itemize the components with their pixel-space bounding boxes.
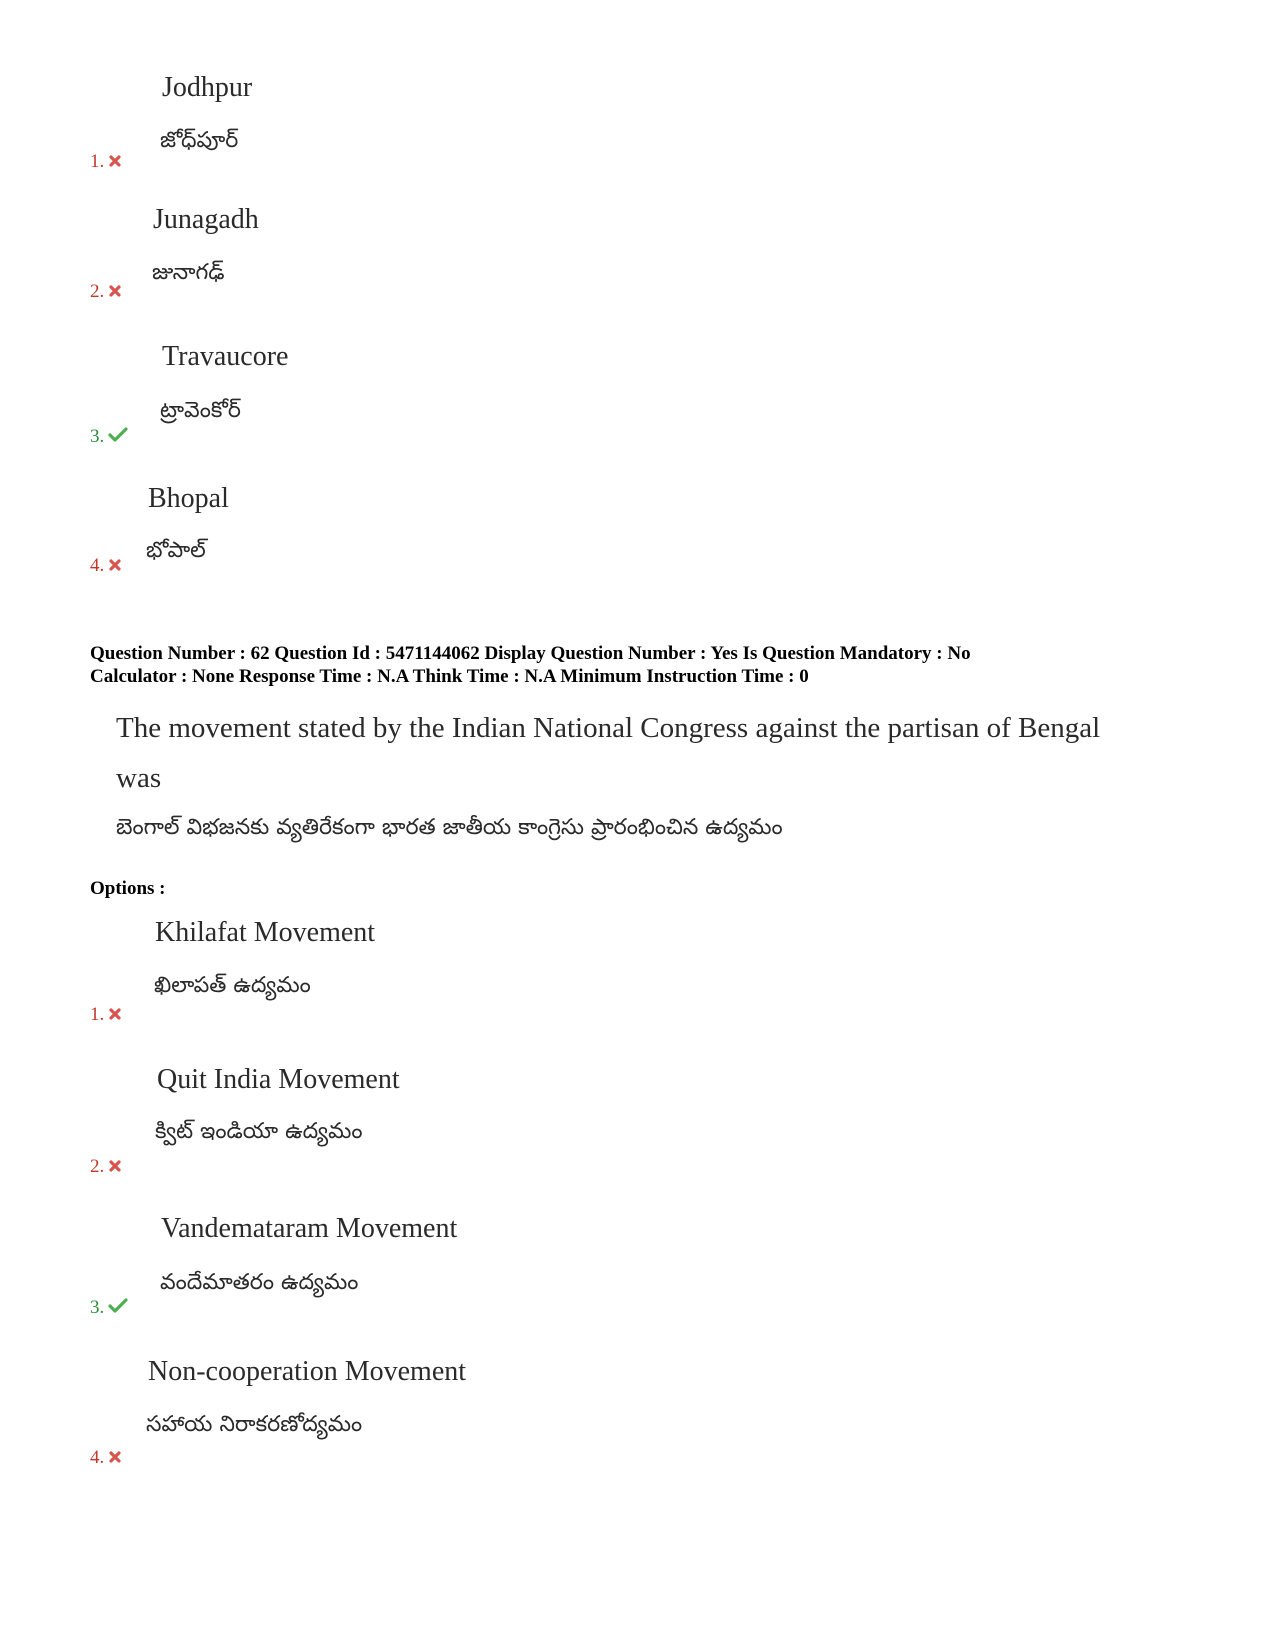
option-2-telugu: క్విట్ ఇండియా ఉద్యమం [155,1119,363,1144]
prev-option-4-english: Bhopal [148,483,229,514]
option-4-telugu: సహాయ నిరాకరణోద్యమం [146,1412,363,1437]
check-icon [108,427,128,443]
prev-option-3-telugu: ట్రావెంకోర్ [160,398,241,423]
cross-icon [108,1007,122,1021]
question-text-telugu: బెంగాల్ విభజనకు వ్యతిరేకంగా భారత జాతీయ కాంగ్రెసు ప్రారంభించిన ఉద్యమం [116,815,783,840]
cross-icon [108,558,122,572]
option-1-english: Khilafat Movement [155,917,376,948]
option-4-english: Non-cooperation Movement [148,1356,467,1387]
cross-icon [108,1450,122,1464]
option-3-number: 3. [90,1297,128,1319]
prev-option-3-number: 3. [90,426,128,448]
prev-option-2-english: Junagadh [153,204,259,235]
option-2-number: 2. [90,1156,122,1178]
check-icon [108,1298,128,1314]
option-2-english: Quit India Movement [157,1064,400,1095]
cross-icon [108,284,122,298]
options-label: Options : [90,878,166,899]
prev-option-4-number: 4. [90,555,122,577]
question-text-english-line-2: was [116,762,162,794]
prev-option-2-number: 2. [90,281,122,303]
option-1-telugu: ఖిలాపత్ ఉద్యమం [154,973,311,998]
question-meta-line-2: Calculator : None Response Time : N.A Think Time : N.A Minimum Instruction Time : 0 [90,666,809,687]
prev-option-1-english: Jodhpur [162,72,253,103]
question-text-english-line-1: The movement stated by the Indian National Congress against the partisan of Bengal [116,712,1101,744]
cross-icon [108,154,122,168]
option-3-english: Vandemataram Movement [161,1213,458,1244]
option-3-telugu: వందేమాతరం ఉద్యమం [160,1270,359,1295]
option-4-number: 4. [90,1447,122,1469]
question-meta-line-1: Question Number : 62 Question Id : 5471144062 Display Question Number : Yes Is Question Mandatory : No [90,643,971,664]
prev-option-2-telugu: జునాగఢ్ [152,260,225,285]
prev-option-1-number: 1. [90,151,122,173]
option-1-number: 1. [90,1004,122,1026]
prev-option-4-telugu: భోపాల్ [146,538,206,563]
cross-icon [108,1159,122,1173]
prev-option-3-english: Travaucore [162,341,289,372]
prev-option-1-telugu: జోధ్‌పూర్ [160,128,239,153]
